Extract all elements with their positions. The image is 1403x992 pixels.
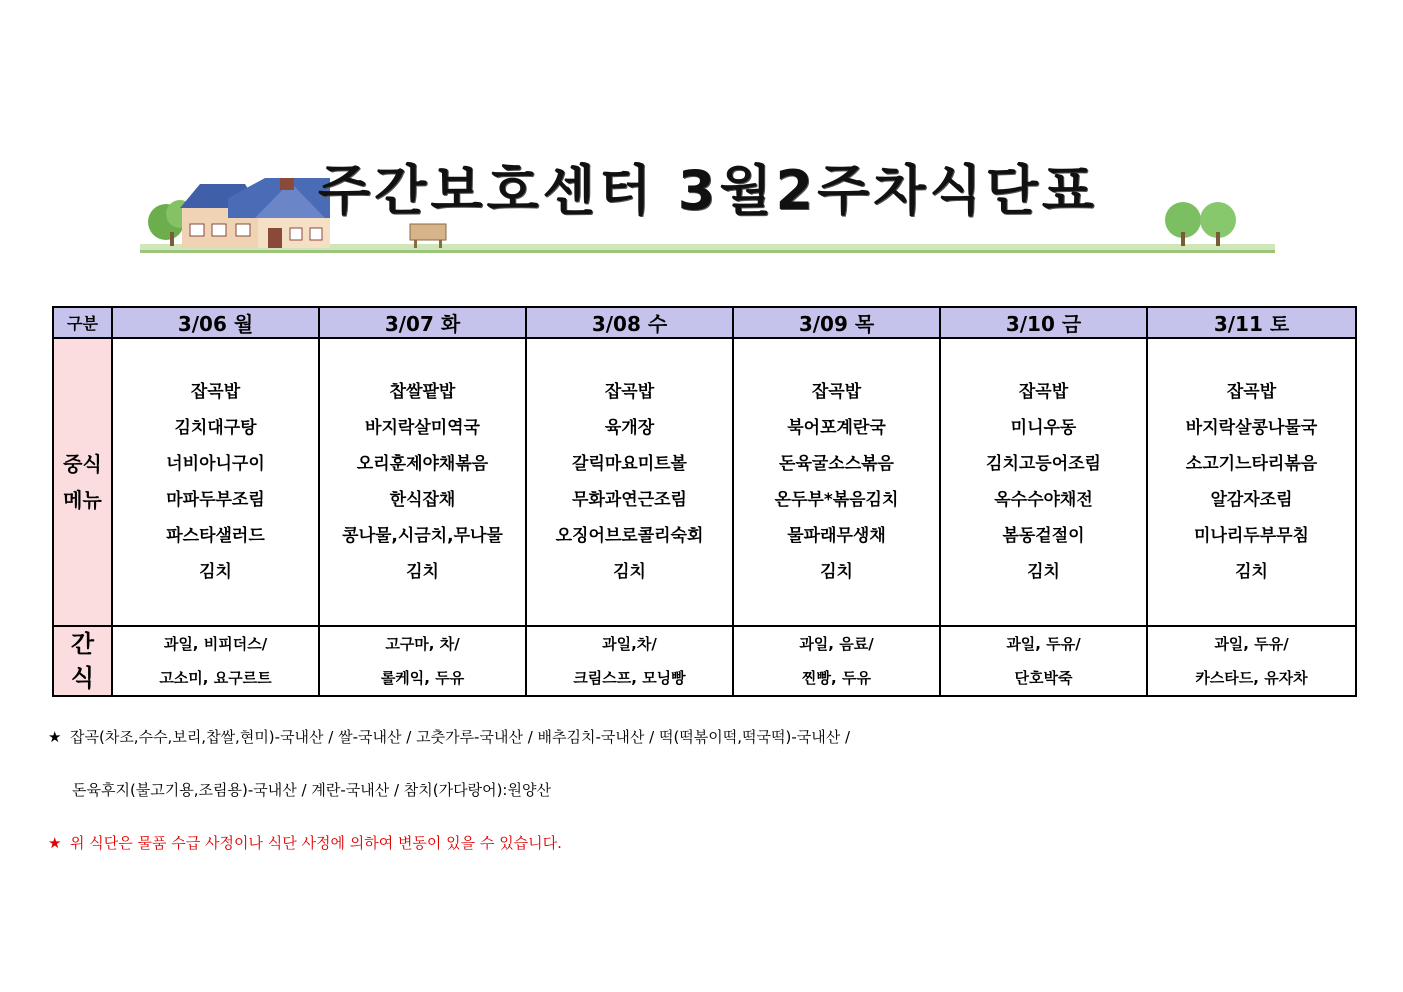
- dish: 파스타샐러드: [166, 526, 265, 546]
- dish: 마파두부조림: [166, 490, 265, 510]
- star-icon: ★: [48, 834, 62, 852]
- dish: 오리훈제야채볶음: [356, 454, 489, 474]
- snack-row-label: 간 식: [53, 626, 112, 696]
- star-icon: ★: [48, 728, 62, 746]
- warning-text: 위 식단은 물품 수급 사정이나 식단 사정에 의하여 변동이 있을 수 있습니다.: [70, 834, 562, 852]
- origin-note-line1: [48, 726, 850, 747]
- lunch-cell: [526, 338, 733, 626]
- dish: 잡곡밥: [1018, 382, 1069, 402]
- dish: 콩나물,시금치,무나물: [342, 526, 503, 546]
- dish: 돈육굴소스볶음: [779, 454, 894, 474]
- snack-cell: [319, 626, 526, 696]
- page-title: 주간보호센터 3월2주차식단표: [318, 159, 1098, 222]
- day-header: 3/09 목: [733, 307, 940, 338]
- dish: 찹쌀팥밥: [389, 382, 456, 402]
- lunch-cell: [733, 338, 940, 626]
- day-header: 3/07 화: [319, 307, 526, 338]
- day-header: 3/10 금: [940, 307, 1147, 338]
- dish: 미니우동: [1010, 418, 1077, 438]
- dish: 한식잡채: [389, 490, 456, 510]
- origin-text-1: 잡곡(차조,수수,보리,찹쌀,현미)-국내산 / 쌀-국내산 / 고춧가루-국내산 / 배추김치-국내산 / 떡(떡볶이떡,떡국떡)-국내산 /: [70, 728, 851, 746]
- dish: 잡곡밥: [604, 382, 655, 402]
- dish: 김치대구탕: [174, 418, 257, 438]
- lunch-cell: [1147, 338, 1356, 626]
- dish: 알감자조림: [1210, 490, 1293, 510]
- dish: 김치: [820, 562, 853, 582]
- origin-note-line2: [72, 779, 551, 800]
- snack-item: 롤케익, 두유: [380, 669, 465, 687]
- origin-text-2: 돈육후지(불고기용,조림용)-국내산 / 계란-국내산 / 참치(가다랑어):원양산: [72, 781, 551, 799]
- snack-cell: [733, 626, 940, 696]
- dish: 김치고등어조림: [986, 454, 1101, 474]
- dish: 무화과연근조림: [572, 490, 687, 510]
- day-header: 3/06 월: [112, 307, 319, 338]
- snack-item: 고소미, 요구르트: [159, 669, 272, 687]
- warning-note: [48, 832, 562, 853]
- dish: 잡곡밥: [811, 382, 862, 402]
- dish: 미나리두부무침: [1194, 526, 1309, 546]
- snack-item: 과일, 두유/: [1006, 635, 1081, 653]
- dish: 갈릭마요미트볼: [572, 454, 687, 474]
- dish: 김치: [1027, 562, 1060, 582]
- snack-item: 과일, 두유/: [1214, 635, 1289, 653]
- dish: 김치: [1235, 562, 1268, 582]
- dish: 잡곡밥: [1226, 382, 1277, 402]
- snack-cell: [112, 626, 319, 696]
- snack-item: 단호박죽: [1014, 669, 1073, 687]
- header-row: [53, 307, 1356, 338]
- day-header: 3/11 토: [1147, 307, 1356, 338]
- dish: 김치: [199, 562, 232, 582]
- snack-item: 찐빵, 두유: [802, 669, 871, 687]
- snack-cell: [1147, 626, 1356, 696]
- dish: 오징어브로콜리숙회: [555, 526, 704, 546]
- snack-row: [53, 626, 1356, 696]
- lunch-cell: [940, 338, 1147, 626]
- snack-cell: [940, 626, 1147, 696]
- snack-item: 과일, 음료/: [799, 635, 874, 653]
- dish: 바지락살미역국: [365, 418, 480, 438]
- dish: 북어포계란국: [787, 418, 886, 438]
- dish: 김치: [613, 562, 646, 582]
- dish: 봄동겉절이: [1002, 526, 1085, 546]
- dish: 김치: [406, 562, 439, 582]
- corner-label: 구분: [53, 307, 112, 338]
- snack-cell: [526, 626, 733, 696]
- dish: 온두부*볶음김치: [774, 490, 899, 510]
- dish: 육개장: [604, 418, 655, 438]
- lunch-row: [53, 338, 1356, 626]
- day-header: 3/08 수: [526, 307, 733, 338]
- dish: 소고기느타리볶음: [1185, 454, 1318, 474]
- dish: 물파래무생채: [787, 526, 886, 546]
- snack-item: 고구마, 차/: [385, 635, 460, 653]
- dish: 옥수수야채전: [994, 490, 1093, 510]
- dish: 잡곡밥: [190, 382, 241, 402]
- snack-item: 과일,차/: [602, 635, 657, 653]
- snack-item: 과일, 비피더스/: [163, 635, 268, 653]
- dish: 너비아니구이: [166, 454, 265, 474]
- lunch-cell: [112, 338, 319, 626]
- dish: 바지락살콩나물국: [1185, 418, 1318, 438]
- snack-item: 크림스프, 모닝빵: [573, 669, 686, 687]
- weekly-menu-table: [52, 306, 1357, 697]
- lunch-row-label: 중식 메뉴: [53, 338, 112, 626]
- snack-item: 카스타드, 유자차: [1195, 669, 1308, 687]
- lunch-cell: [319, 338, 526, 626]
